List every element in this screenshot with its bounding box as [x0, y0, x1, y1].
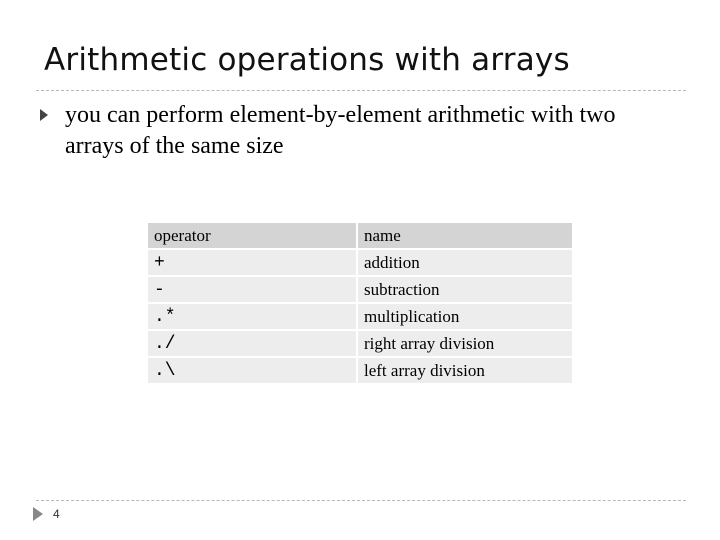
operator-cell: +	[148, 250, 356, 275]
name-cell: right array division	[358, 331, 572, 356]
name-cell: subtraction	[358, 277, 572, 302]
operator-cell: .\	[148, 358, 356, 383]
table-row	[148, 331, 572, 356]
table-row	[148, 277, 572, 302]
operator-cell: .*	[148, 304, 356, 329]
title-divider	[36, 90, 686, 91]
name-cell: addition	[358, 250, 572, 275]
operator-cell: -	[148, 277, 356, 302]
name-cell: multiplication	[358, 304, 572, 329]
slide-title: Arithmetic operations with arrays	[44, 42, 570, 78]
header-operator: operator	[148, 223, 356, 248]
footer-divider	[36, 500, 686, 501]
table-row	[148, 358, 572, 383]
operator-cell: ./	[148, 331, 356, 356]
table-row	[148, 250, 572, 275]
table-row	[148, 304, 572, 329]
table-header-row	[148, 223, 572, 248]
page-number: 4	[53, 507, 60, 521]
operators-table	[146, 221, 574, 385]
header-name: name	[358, 223, 572, 248]
footer-arrow-icon	[33, 507, 43, 521]
bullet-text: you can perform element-by-element arithmetic with two arrays of the same size	[65, 102, 616, 159]
name-cell: left array division	[358, 358, 572, 383]
bullet-arrow-icon	[40, 109, 48, 121]
